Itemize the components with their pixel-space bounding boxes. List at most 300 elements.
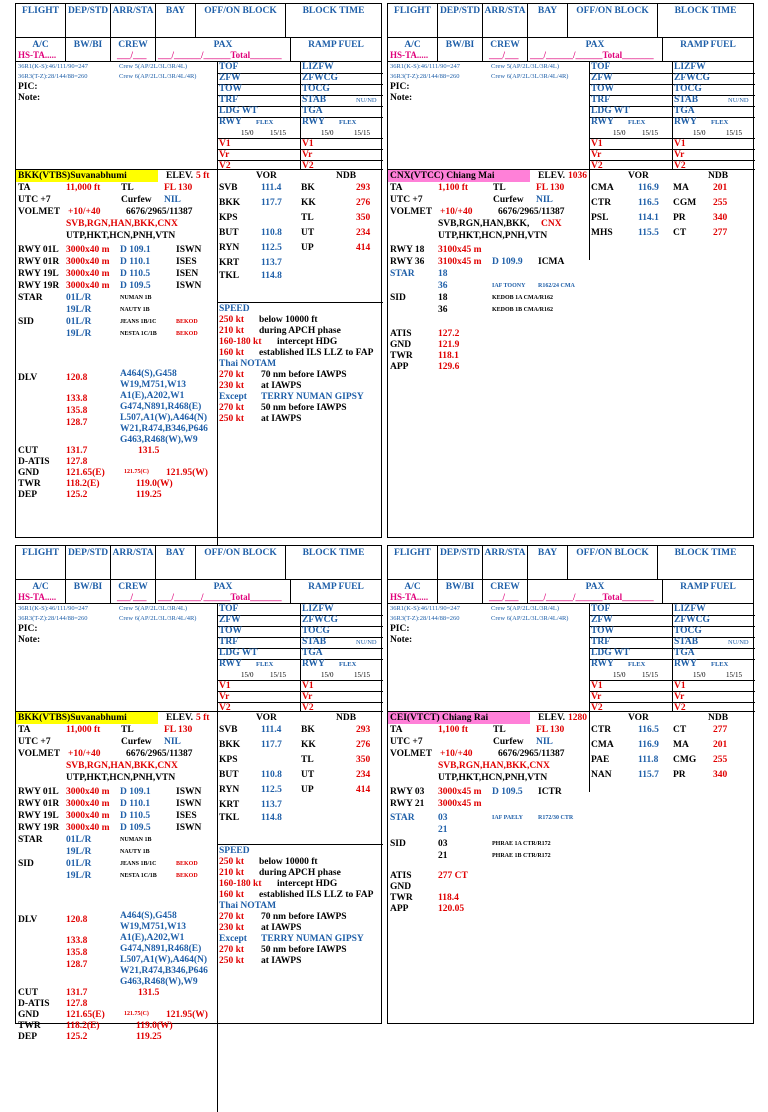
perf-zfw: ZFW [591,73,613,83]
block-col [658,546,753,579]
datis-freq: 127.8 [66,999,88,1009]
ndb-freq: 293 [356,725,371,735]
star-label: STAR [390,813,415,823]
flex-label: FLEX [256,119,274,126]
runway-ils: D 110.1 [120,257,151,267]
perf-rwy-r: RWY [302,117,325,127]
ramp-col [663,38,753,61]
star-radial: R172/30 CTR [538,815,574,821]
divider [217,691,383,692]
perf-tow: TOW [591,626,615,636]
block-col [286,4,381,37]
divider [589,95,755,96]
pax-col [156,38,291,61]
except-speed: 250 kt [219,956,245,966]
star-name: NUMAN 1B [120,837,152,843]
ndb-id: UT [301,228,315,238]
note-label: Note: [390,93,413,103]
flight-header-row [388,546,753,580]
divider [589,160,755,161]
config-block [388,62,755,170]
vor-freq: 110.8 [261,228,282,238]
perf-ldg: LDG WT [591,648,630,658]
dlv-freq: 128.7 [66,960,88,970]
cut-label: CUT [18,446,39,456]
speed-v1-r: V1 [302,681,314,691]
ndb-freq: 277 [713,228,728,238]
crew-label: CREW [118,582,148,592]
crew-col [111,38,156,61]
sid-name: PHRAE 1A CTR/R172 [492,841,551,847]
except-points: TERRY NUMAN GIPSY [261,934,364,944]
divider [589,62,590,169]
bwbi-label: BW/BI [445,582,475,592]
briefing-card-bkk-top [15,3,382,538]
atis-label: ATIS [390,871,412,881]
arr-col [483,4,528,37]
flex-label: FLEX [256,661,274,668]
perf-zfw: ZFW [219,73,241,83]
bwbi-col [438,580,483,603]
speed-limit: 210 kt [219,868,245,878]
tl-label: TL [493,725,506,735]
except-speed: 270 kt [219,945,245,955]
ndb-id: CMG [673,755,697,765]
divider [217,604,218,711]
volmet-label: VOLMET [390,207,433,217]
ndb-id: CT [673,228,687,238]
notam-desc: at IAWPS [261,923,302,933]
volmet-stations1: SVB,RGN,HAN,BKK, [438,219,530,229]
tl-label: TL [121,725,134,735]
cut-freq: 131.7 [66,988,88,998]
note-label: Note: [390,635,413,645]
config-block [388,604,755,712]
volmet-label: VOLMET [18,207,61,217]
pax-label: PAX [213,40,233,50]
ta-label: TA [18,725,31,735]
seat-config-r1: 36R1(K-S):46/111/90=247 [390,63,460,70]
flaps-label: 15/0 [241,129,254,137]
perf-stab-r: STAB [674,95,699,105]
divider [217,149,383,150]
ndb-id: UT [301,770,315,780]
runway-ils: D 109.1 [120,787,151,797]
block-col [658,4,753,37]
crew-col [111,580,156,603]
divider [217,95,383,96]
arr-col [483,546,528,579]
divider [217,637,383,638]
crew-value: ___/___ [489,592,519,602]
perf-tocg-r: TOCG [674,84,702,94]
volmet-stations1-cnx: CNX [541,219,562,229]
registration: HS-TA..... [18,50,57,60]
speed-limit: 250 kt [219,857,245,867]
flaps-label2-r: 15/15 [354,129,370,137]
crew-col [483,580,528,603]
sid-rwy: 21 [438,851,448,861]
perf-rwy-r: RWY [674,117,697,127]
flight-col-label: FLIGHT [394,548,431,558]
runway-ils: D 110.5 [120,811,151,821]
elev-value: 1280 [568,713,587,723]
vor-id: KRT [219,258,240,268]
ndb-freq: 234 [356,228,371,238]
dlv-freq: 120.8 [66,915,88,925]
utc-label: UTC +7 [18,195,51,205]
briefing-card-cei [387,545,754,1024]
sid-name: JEANS 1B/1C [120,861,157,867]
ac-label: A/C [404,40,421,50]
perf-rwy-r: RWY [302,659,325,669]
notam-speed: 270 kt [219,370,245,380]
dep-col-label: DEP/STD [67,548,109,558]
ta-value: 11,000 ft [66,183,101,193]
arr-col-label: ARR/STA [112,548,154,558]
crew-label: CREW [490,40,520,50]
vor-freq: 117.7 [261,198,282,208]
runway-name: RWY 01R [18,257,60,267]
registration: HS-TA..... [18,592,57,602]
perf-lizfw-r: LIZFW [302,604,334,614]
star-rwy: 01L/R [66,293,92,303]
vor-id: BKK [219,740,241,750]
flight-col-label: FLIGHT [22,548,59,558]
datis-freq: 127.8 [66,457,88,467]
pax-label: PAX [585,582,605,592]
elev-value: 5 ft [196,171,210,181]
crew-label: CREW [490,582,520,592]
registration: HS-TA..... [390,592,429,602]
sid-name: NESTA 1C/1B [120,873,157,879]
divider [589,149,755,150]
flaps-label2: 15/15 [270,671,286,679]
curfew-value: NIL [536,195,553,205]
speed-v2: V2 [591,703,603,713]
vor-freq: 114.8 [261,813,282,823]
dlv-route: L507,A1(W),A464(N) [120,413,208,423]
vor-id: TKL [219,271,240,281]
runway-size: 3000x40 m [66,811,110,821]
curfew-label: Curfew [121,195,152,205]
briefing-card-cnx [387,3,754,538]
sid-bekod: BEKOD [176,331,198,337]
sid-rwy: 36 [438,305,448,315]
star-rwy: 19L/R [66,305,92,315]
runway-size: 3000x40 m [66,257,110,267]
block-col-label: BLOCK TIME [674,6,737,16]
dlv-route: G463,R468(W),W9 [120,435,198,445]
ac-label: A/C [32,582,49,592]
ndb-freq: 201 [713,740,728,750]
star-name: NUMAN 1B [120,295,152,301]
gnd-freq: 121.65(E) [66,468,105,478]
flaps-label: 15/0 [613,671,626,679]
notam-speed: 230 kt [219,923,245,933]
arr-col-label: ARR/STA [112,6,154,16]
flaps-label-r: 15/0 [693,129,706,137]
flaps-label-r: 15/0 [321,129,334,137]
ndb-freq: 201 [713,183,728,193]
vor-freq: 112.5 [261,243,282,253]
sid-rwy: 18 [438,293,448,303]
pax-label: PAX [585,40,605,50]
elev-label: ELEV. [538,171,566,181]
seat-config-r3: 36R3(T-Z):28/144/88=260 [18,615,88,622]
volmet-stations2: UTP,HKT,HCN,PNH,VTN [438,231,548,241]
perf-tga-r: TGA [302,648,323,658]
runway-size: 3000x40 m [66,269,110,279]
vor-id: CMA [591,183,614,193]
speed-desc: below 10000 ft [259,315,318,325]
pax-col [528,580,663,603]
volmet-stations2: UTP,HKT,HCN,PNH,VTN [66,773,176,783]
ndb-id: TL [301,755,314,765]
nund-label: NU/ND [728,639,749,646]
except-speed: 270 kt [219,403,245,413]
speed-vr: Vr [219,692,230,702]
bay-col-label: BAY [537,548,558,558]
runway-ils-id: ISWN [176,245,202,255]
vor-freq: 112.5 [261,785,282,795]
flight-col [388,4,438,37]
runway-name: RWY 21 [390,799,425,809]
atis-label: ATIS [390,329,412,339]
notam-desc: 70 nm before IAWPS [261,370,347,380]
tl-label: TL [121,183,134,193]
speed-v1: V1 [591,681,603,691]
speed-desc: during APCH phase [259,326,341,336]
ndb-title: NDB [708,171,729,181]
dlv-route: W19,M751,W13 [120,380,186,390]
star-label: STAR [18,835,43,845]
curfew-label: Curfew [121,737,152,747]
briefing-card-bkk-bottom [15,545,382,1042]
flight-header-row [16,546,381,580]
speed-v2: V2 [219,703,231,713]
speed-v2: V2 [591,161,603,171]
star-name: NAUTY 1B [120,307,150,313]
bwbi-col [438,38,483,61]
vor-id: SVB [219,725,238,735]
flaps-label: 15/0 [241,671,254,679]
ramp-col [291,580,381,603]
aircraft-header-row [16,38,381,62]
perf-tow: TOW [591,84,615,94]
vor-id: BUT [219,770,239,780]
speed-v2-r: V2 [302,161,314,171]
divider [217,302,383,303]
speed-v1: V1 [591,139,603,149]
bay-col-label: BAY [165,548,186,558]
perf-stab-r: STAB [302,637,327,647]
perf-tocg-r: TOCG [302,626,330,636]
vor-id: RYN [219,785,240,795]
sid-rwy: 19L/R [66,329,92,339]
sid-bekod: BEKOD [176,873,198,879]
vor-id: RYN [219,243,240,253]
crew-config-5: Crew 5(AP/2L/3L/3R/4L) [119,605,188,612]
runway-ils: D 109.5 [120,823,151,833]
perf-stab-r: STAB [674,637,699,647]
crew-config-6: Crew 6(AP/2L/3L/3R/4L/4R) [119,73,197,80]
vor-id: BUT [219,228,239,238]
elev-value: 1036 [568,171,587,181]
tl-value: FL 130 [164,725,193,735]
dlv-freq: 135.8 [66,406,88,416]
airport-section-bkk [16,712,383,1112]
flex-label: FLEX [628,661,646,668]
perf-trf: TRF [591,95,610,105]
ndb-freq: 293 [356,183,371,193]
sid-name: KEDOB 1A CMA/R162 [492,295,554,301]
ndb-id: KK [301,740,316,750]
flaps-label-r: 15/0 [693,671,706,679]
ndb-id: KK [301,198,316,208]
volmet-freq: 6676/2965/11387 [126,207,193,217]
runway-name: RWY 19L [18,269,59,279]
speed-v2-r: V2 [674,161,686,171]
volmet-stations1: SVB,RGN,HAN,BKK,CNX [438,761,550,771]
divider [589,702,755,703]
divider [672,62,673,169]
dep-col [438,4,483,37]
pic-label: PIC: [18,624,38,634]
ndb-freq: 414 [356,243,371,253]
vor-id: MHS [591,228,613,238]
elev-value: 5 ft [196,713,210,723]
runway-size: 3000x40 m [66,245,110,255]
speed-desc: intercept HDG [277,879,338,889]
vor-freq: 116.9 [638,740,659,750]
seat-config-r3: 36R3(T-Z):28/144/88=260 [18,73,88,80]
divider [300,604,301,711]
runway-name: RWY 19R [18,281,60,291]
dlv-route: W21,R474,B346,P646 [120,966,208,976]
note-label: Note: [18,93,41,103]
vor-id: PSL [591,213,609,223]
notam-speed: 270 kt [219,912,245,922]
runway-name: RWY 36 [390,257,425,267]
curfew-label: Curfew [493,737,524,747]
tl-value: FL 130 [164,183,193,193]
speed-limit: 160 kt [219,348,245,358]
ndb-freq: 350 [356,755,371,765]
except-desc: at IAWPS [261,414,302,424]
except-points: TERRY NUMAN GIPSY [261,392,364,402]
sid-bekod: BEKOD [176,319,198,325]
perf-tocg-r: TOCG [302,84,330,94]
sid-bekod: BEKOD [176,861,198,867]
volmet-freq: 6676/2965/11387 [498,749,565,759]
divider [300,62,301,169]
divider [217,138,383,139]
pic-label: PIC: [18,82,38,92]
utc-label: UTC +7 [390,737,423,747]
gnd-label: GND [390,882,412,892]
ndb-title: NDB [708,713,729,723]
flaps-label2: 15/15 [642,671,658,679]
twr-label: TWR [18,479,41,489]
speed-v2: V2 [219,161,231,171]
notam-title: Thai NOTAM [219,359,277,369]
ndb-title: NDB [336,713,357,723]
vor-id: SVB [219,183,238,193]
flaps-label2-r: 15/15 [354,671,370,679]
runway-ils: D 110.5 [120,269,151,279]
speed-desc: intercept HDG [277,337,338,347]
divider [589,170,590,260]
pax-col [528,38,663,61]
perf-tow: TOW [219,84,243,94]
dep-col-label: DEP/STD [67,6,109,16]
volmet-stations1: SVB,RGN,HAN,BKK,CNX [66,219,178,229]
divider [217,170,218,570]
vor-freq: 116.5 [638,725,659,735]
bay-col [528,546,568,579]
vor-title: VOR [256,171,277,181]
ndb-id: PR [673,770,686,780]
runway-name: RWY 19R [18,823,60,833]
perf-zfwcg-r: ZFWCG [674,73,710,83]
vor-freq: 113.7 [261,800,282,810]
twr-freq: 118.4 [438,893,459,903]
pic-label: PIC: [390,82,410,92]
star-name: NAUTY 1B [120,849,150,855]
runway-ils-id: ISWN [176,281,202,291]
perf-ldg: LDG WT [219,106,258,116]
sid-name: NESTA 1C/1B [120,331,157,337]
dlv-freq: 120.8 [66,373,88,383]
perf-trf: TRF [219,637,238,647]
curfew-value: NIL [164,195,181,205]
ac-label: A/C [404,582,421,592]
perf-ldg: LDG WT [591,106,630,116]
aircraft-header-row [16,580,381,604]
dlv-freq: 128.7 [66,418,88,428]
perf-tga-r: TGA [302,106,323,116]
ta-label: TA [390,725,403,735]
gnd-freq-c: 121.75(C) [124,1011,149,1017]
runway-ils-id: ICTR [538,787,562,797]
vor-id: PAE [591,755,610,765]
runway-name: RWY 01L [18,787,59,797]
onoff-col-label: OFF/ON BLOCK [204,6,277,16]
twr-label: TWR [18,1021,41,1031]
dlv-route: W21,R474,B346,P646 [120,424,208,434]
crew-config-5: Crew 5(AP/2L/3L/3R/4L) [491,605,560,612]
perf-rwy-r: RWY [674,659,697,669]
notam-title: Thai NOTAM [219,901,277,911]
ndb-freq: 276 [356,198,371,208]
star-rwy: 19L/R [66,847,92,857]
flight-col [16,4,66,37]
block-col [286,546,381,579]
ndb-id: MA [673,183,689,193]
tl-value: FL 130 [536,183,565,193]
onoff-col [196,4,286,37]
except-desc: 50 nm before IAWPS [261,403,347,413]
bwbi-col [66,38,111,61]
dep-col [438,546,483,579]
runway-ils-id: ICMA [538,257,565,267]
runway-ils-id: ISES [176,257,197,267]
speed-desc: established ILS LLZ to FAP [259,890,374,900]
star-name: IAF PAELY [492,815,523,821]
app-label: APP [390,362,409,372]
ac-col [388,38,438,61]
